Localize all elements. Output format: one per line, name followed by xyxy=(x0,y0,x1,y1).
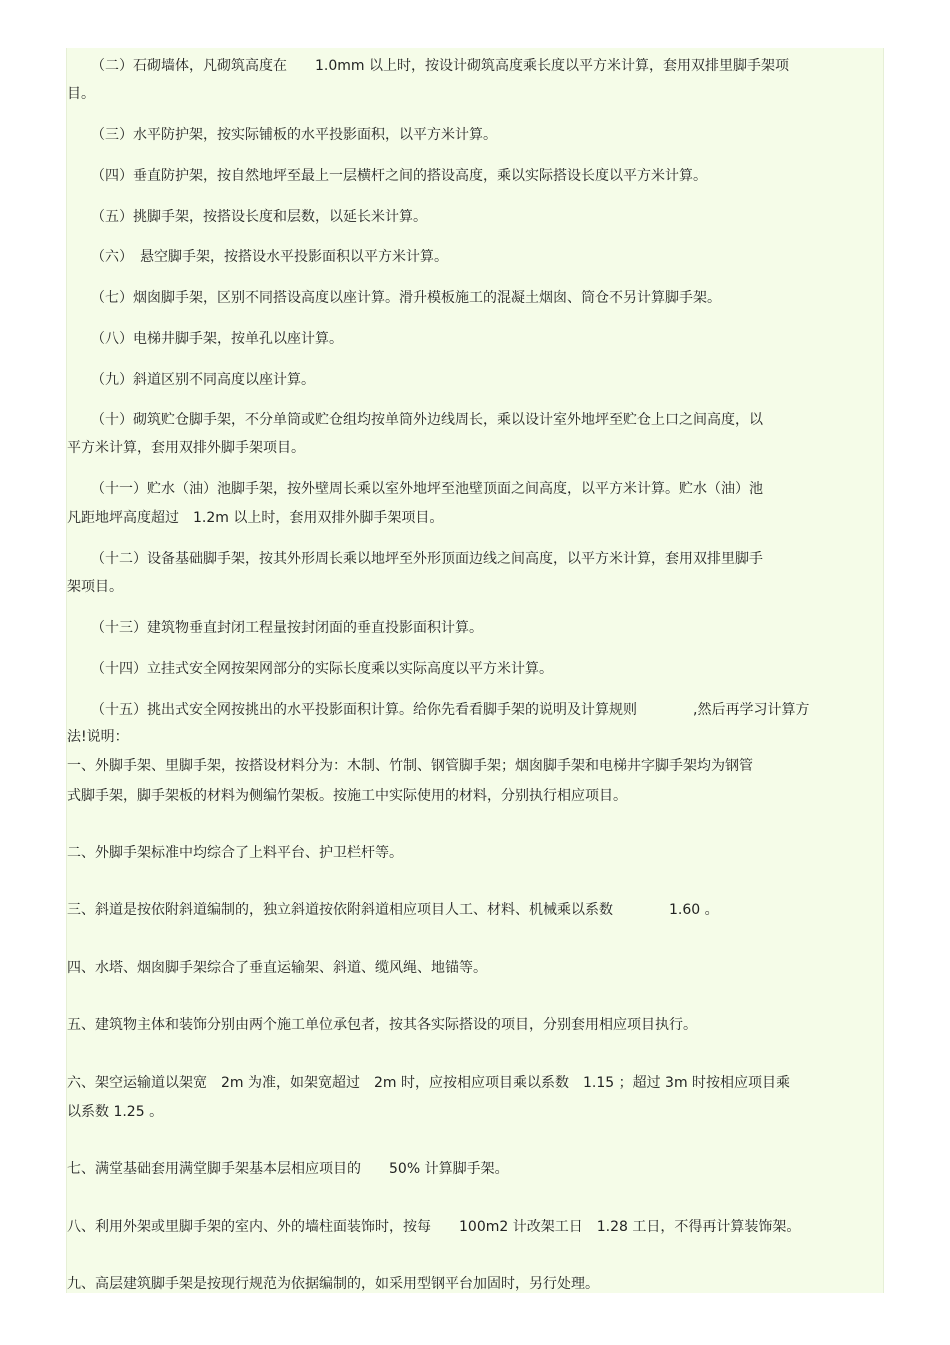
paragraph-10-line-2: 平方米计算，套用双排外脚手架项目。 xyxy=(67,440,305,456)
note-1-line-1: 一、外脚手架、里脚手架，按搭设材料分为：木制、竹制、钢管脚手架；烟囱脚手架和电梯井字脚手架均为钢管 xyxy=(67,758,753,774)
paragraph-8: （八）电梯井脚手架，按单孔以座计算。 xyxy=(91,331,343,347)
paragraph-6: （六） 悬空脚手架，按搭设水平投影面积以平方米计算。 xyxy=(91,249,448,265)
document-page xyxy=(66,48,884,1293)
note-8: 八、利用外架或里脚手架的室内、外的墙柱面装饰时，按每 100m2 计改架工日 1.28 工日，不得再计算装饰架。 xyxy=(67,1219,801,1235)
note-6-line-2: 以系数 1.25 。 xyxy=(67,1104,164,1120)
note-4: 四、水塔、烟囱脚手架综合了垂直运输架、斜道、缆风绳、地锚等。 xyxy=(67,960,487,976)
paragraph-10-line-1: （十）砌筑贮仓脚手架，不分单筒或贮仓组均按单筒外边线周长，乘以设计室外地坪至贮仓上口之间高度，以 xyxy=(91,412,763,428)
paragraph-15-line-1: （十五）挑出式安全网按挑出的水平投影面积计算。给你先看看脚手架的说明及计算规则 ,然后再学习计算方 xyxy=(91,702,810,718)
note-1-line-2: 式脚手架，脚手架板的材料为侧编竹架板。按施工中实际使用的材料，分别执行相应项目。 xyxy=(67,788,627,804)
paragraph-9: （九）斜道区别不同高度以座计算。 xyxy=(91,372,315,388)
note-9: 九、高层建筑脚手架是按现行规范为依据编制的，如采用型钢平台加固时，另行处理。 xyxy=(67,1276,599,1292)
paragraph-2-line-2: 目。 xyxy=(67,86,95,102)
paragraph-13: （十三）建筑物垂直封闭工程量按封闭面的垂直投影面积计算。 xyxy=(91,620,483,636)
note-7: 七、满堂基础套用满堂脚手架基本层相应项目的 50% 计算脚手架。 xyxy=(67,1161,509,1177)
note-3: 三、斜道是按依附斜道编制的，独立斜道按依附斜道相应项目人工、材料、机械乘以系数 1.60 。 xyxy=(67,902,719,918)
paragraph-7: （七）烟囱脚手架，区别不同搭设高度以座计算。滑升模板施工的混凝土烟囱、筒仓不另计算脚手架。 xyxy=(91,290,721,306)
paragraph-2-line-1: （二）石砌墙体，凡砌筑高度在 1.0mm 以上时，按设计砌筑高度乘长度以平方米计算，套用双排里脚手架项 xyxy=(91,58,789,74)
note-2: 二、外脚手架标准中均综合了上料平台、护卫栏杆等。 xyxy=(67,845,403,861)
paragraph-11-line-1: （十一）贮水（油）池脚手架，按外壁周长乘以室外地坪至池壁顶面之间高度，以平方米计算。贮水（油）池 xyxy=(91,481,763,497)
paragraph-4: （四）垂直防护架，按自然地坪至最上一层横杆之间的搭设高度，乘以实际搭设长度以平方米计算。 xyxy=(91,168,707,184)
note-6-line-1: 六、架空运输道以架宽 2m 为准，如架宽超过 2m 时，应按相应项目乘以系数 1.15 ；超过 3m 时按相应项目乘 xyxy=(67,1075,791,1091)
paragraph-11-line-2: 凡距地坪高度超过 1.2m 以上时，套用双排外脚手架项目。 xyxy=(67,510,444,526)
paragraph-5: （五）挑脚手架，按搭设长度和层数，以延长米计算。 xyxy=(91,209,427,225)
paragraph-12-line-2: 架项目。 xyxy=(67,579,123,595)
paragraph-3: （三）水平防护架，按实际铺板的水平投影面积，以平方米计算。 xyxy=(91,127,497,143)
note-5: 五、建筑物主体和装饰分别由两个施工单位承包者，按其各实际搭设的项目，分别套用相应项目执行。 xyxy=(67,1017,697,1033)
paragraph-12-line-1: （十二）设备基础脚手架，按其外形周长乘以地坪至外形顶面边线之间高度，以平方米计算，套用双排里脚手 xyxy=(91,551,763,567)
paragraph-15-line-2: 法!说明： xyxy=(67,729,129,745)
paragraph-14: （十四）立挂式安全网按架网部分的实际长度乘以实际高度以平方米计算。 xyxy=(91,661,553,677)
